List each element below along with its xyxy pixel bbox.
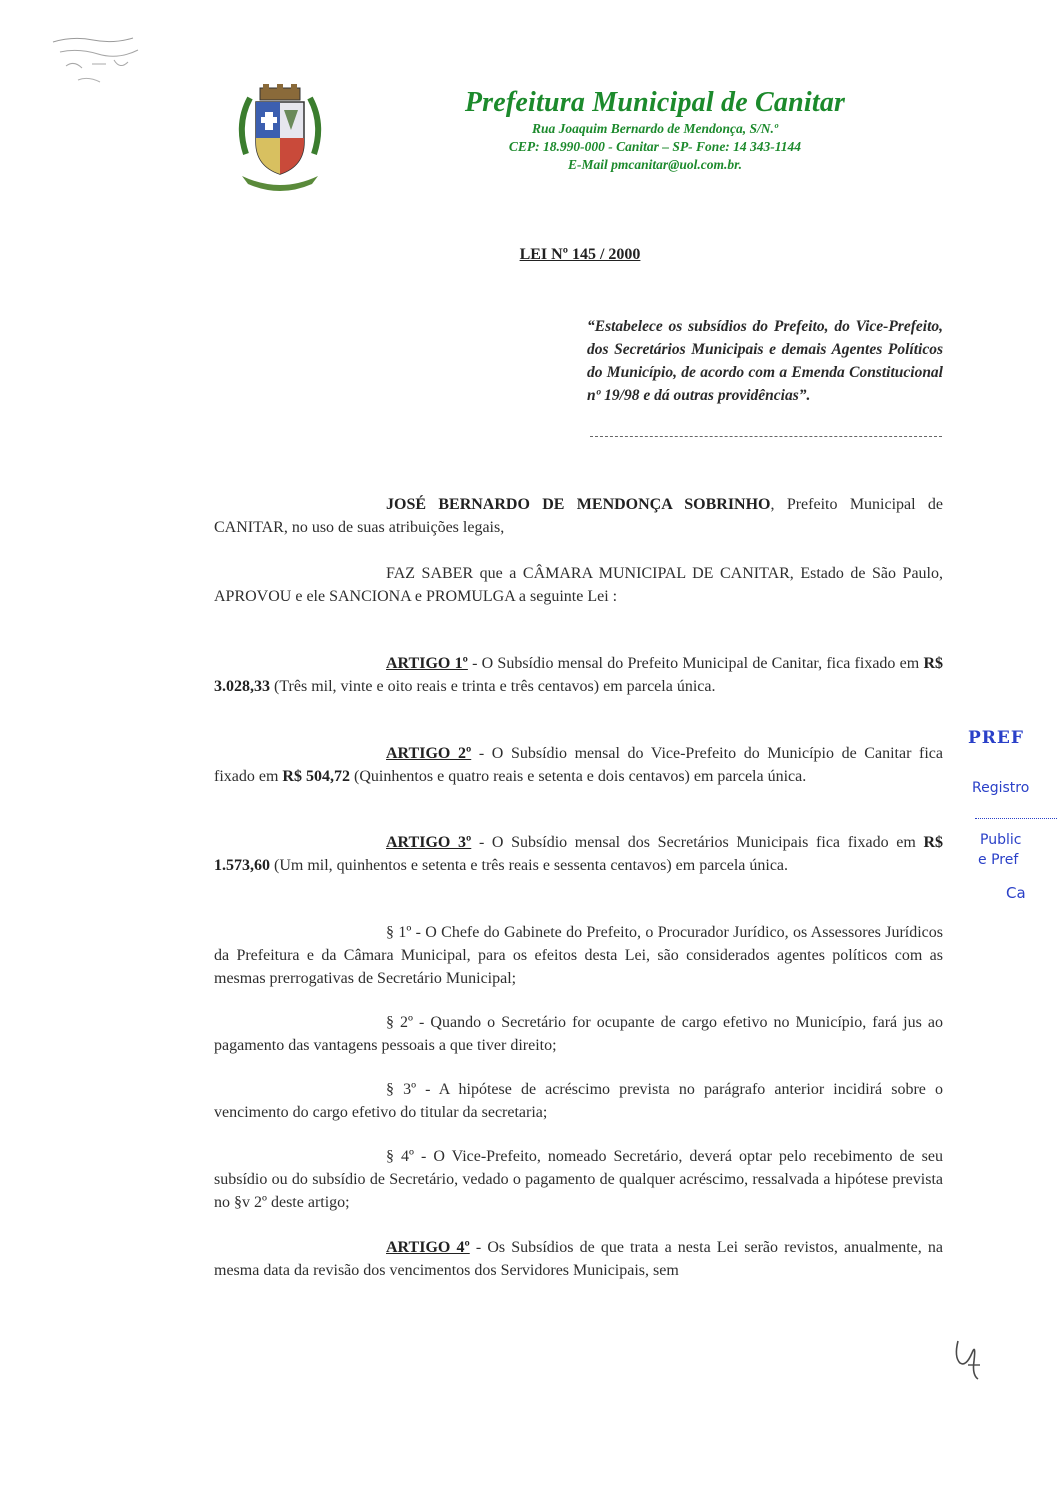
article-3-post: (Um mil, quinhentos e setenta e três reais e sessenta centavos) em parcela única.	[270, 857, 789, 874]
cep-phone-line: CEP: 18.990-000 - Canitar – SP- Fone: 14 343-1144	[508, 139, 802, 154]
letterhead	[395, 86, 915, 174]
faz-saber-paragraph: FAZ SABER que a CÂMARA MUNICIPAL DE CANITAR, Estado de São Paulo, APROVOU e ele SANCIONA e PROMULGA a seguinte Lei :	[214, 565, 943, 605]
stamp-line-2: Registro	[972, 780, 1030, 796]
article-1-label: ARTIGO 1º	[386, 655, 468, 672]
law-summary: “Estabelece os subsídios do Prefeito, do Vice-Prefeito, dos Secretários Municipais e demais Agentes Políticos do Município, de acordo com a Emenda Constitucional nº 19/98 e dá outras providências”.	[587, 318, 943, 404]
article-1-pre: - O Subsídio mensal do Prefeito Municipal de Canitar, fica fixado em	[467, 655, 924, 672]
intro-text: , Prefeito Municipal de CANITAR, no uso de suas atribuições legais,	[214, 496, 944, 536]
paragraph-4: § 4º - O Vice-Prefeito, nomeado Secretário, deverá optar pelo recebimento de seu subsídio ou do subsídio de Secretário, vedado o pagamento de qualquer acréscimo, ressalvada a hipótese prevista no §v 2º deste artigo;	[214, 1148, 943, 1211]
article-1	[214, 652, 943, 698]
stamp-line-3: Public	[980, 832, 1022, 848]
article-2-value: R$ 504,72	[282, 768, 350, 785]
article-2-post: (Quinhentos e quatro reais e setenta e dois centavos) em parcela única.	[349, 768, 807, 785]
article-4	[214, 1236, 943, 1282]
handwritten-scribble	[48, 30, 148, 110]
article-2-pre: - O Subsídio mensal do Vice-Prefeito do Município de Canitar fica fixado em	[214, 745, 943, 785]
article-3-label: ARTIGO 3º	[386, 834, 472, 851]
law-title: LEI Nº 145 / 2000	[519, 246, 641, 263]
article-4-label: ARTIGO 4º	[386, 1239, 470, 1256]
article-2	[214, 742, 943, 788]
paragraph-2: § 2º - Quando o Secretário for ocupante de cargo efetivo no Município, fará jus ao pagamento das vantagens pessoais a que tiver direito;	[214, 1014, 943, 1054]
municipal-coat-of-arms	[232, 84, 328, 192]
article-4-text: - Os Subsídios de que trata a nesta Lei serão revistos, anualmente, na mesma data da revisão dos vencimentos dos Servidores Municipais, sem	[214, 1239, 943, 1279]
article-3	[214, 831, 943, 877]
stamp-line-4: e Pref	[978, 852, 1019, 868]
mayor-name: JOSÉ BERNARDO DE MENDONÇA SOBRINHO	[386, 496, 771, 513]
article-1-post: (Três mil, vinte e oito reais e trinta e três centavos) em parcela única.	[270, 678, 716, 695]
email-line: E-Mail pmcanitar@uol.com.br.	[567, 157, 742, 172]
paragraph-1: § 1º - O Chefe do Gabinete do Prefeito, o Procurador Jurídico, os Assessores Jurídicos da Prefeitura e da Câmara Municipal, para os efeitos desta Lei, são considerados agentes políticos com as mesmas prerrogativas de Secretário Municipal;	[214, 924, 943, 987]
intro-paragraph	[214, 493, 943, 539]
article-3-value: R$ 1.573,60	[214, 834, 943, 874]
stamp-line-1: PREF	[968, 728, 1024, 748]
paragraph-3: § 3º - A hipótese de acréscimo prevista no parágrafo anterior incidirá sobre o vencimento do cargo efetivo do titular da secretaria;	[214, 1081, 943, 1121]
stamp-dotted-line	[975, 818, 1058, 819]
municipality-name: Prefeitura Municipal de Canitar	[464, 87, 846, 118]
article-3-pre: - O Subsídio mensal dos Secretários Municipais fica fixado em	[471, 834, 924, 851]
address-line: Rua Joaquim Bernardo de Mendonça, S/N.º	[532, 121, 778, 136]
article-1-value: R$ 3.028,33	[214, 655, 943, 695]
handwritten-initial	[950, 1335, 990, 1385]
summary-dashed-rule	[590, 436, 942, 437]
stamp-line-5: Ca	[1006, 884, 1026, 902]
article-2-label: ARTIGO 2º	[386, 745, 472, 762]
